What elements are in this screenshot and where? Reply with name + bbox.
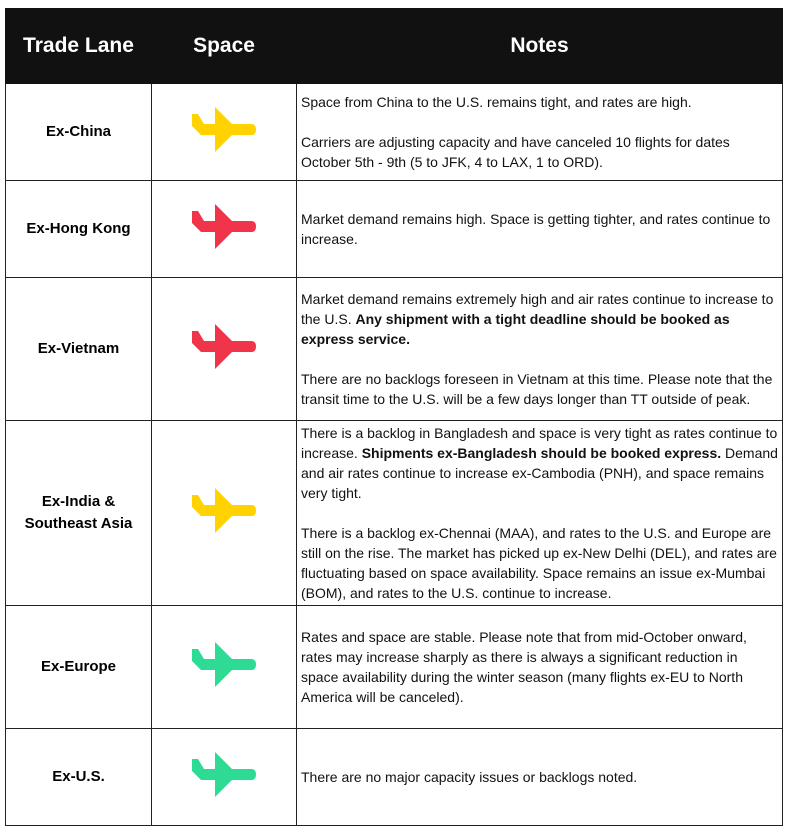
notes-paragraph xyxy=(301,627,778,707)
trade-lane-name: Ex-U.S. xyxy=(52,768,105,785)
airplane-icon xyxy=(192,204,256,250)
space-status-cell xyxy=(152,729,297,826)
notes-emphasis: Shipments ex-Bangladesh should be booked express. xyxy=(361,445,722,461)
notes-text: Market demand remains extremely high and air rates continue to increase to the U.S. xyxy=(301,291,774,327)
notes-text: Space from China to the U.S. remains tight, and rates are high. xyxy=(301,94,692,110)
trade-lane-name: Ex-Europe xyxy=(40,658,116,675)
notes-text: There is a backlog ex-Chennai (MAA), and rates to the U.S. and Europe are still on the rise. The market has picked up ex-New Delhi (DEL), and rates are fluctuating based on space availability. Space remains an issue ex-Mumbai (BOM), and rates to the U.S. continue to increase. xyxy=(301,525,777,601)
table-row xyxy=(6,729,783,826)
notes-cell xyxy=(297,84,783,181)
notes-text: There are no major capacity issues or backlogs noted. xyxy=(301,769,638,785)
notes-paragraph xyxy=(301,289,778,349)
notes-paragraph xyxy=(301,369,778,409)
notes-paragraph xyxy=(301,132,778,172)
trade-lane-cell xyxy=(6,729,152,826)
table-row xyxy=(6,606,783,729)
space-status-cell xyxy=(152,181,297,278)
header-notes: Notes xyxy=(297,9,783,84)
trade-lane-name: Ex-India & Southeast Asia xyxy=(24,493,133,532)
notes-text: Carriers are adjusting capacity and have canceled 10 flights for dates October 5th - 9th (5 to JFK, 4 to LAX, 1 to ORD). xyxy=(301,134,730,170)
airplane-icon xyxy=(192,488,256,534)
notes-paragraph xyxy=(301,92,778,112)
table-row xyxy=(6,181,783,278)
notes-paragraph xyxy=(301,209,778,249)
table-row xyxy=(6,278,783,421)
trade-lane-name: Ex-Vietnam xyxy=(37,340,120,357)
notes-cell xyxy=(297,606,783,729)
trade-lane-name: Ex-China xyxy=(45,123,111,140)
airplane-icon xyxy=(192,752,256,798)
space-status-cell xyxy=(152,421,297,606)
notes-paragraph xyxy=(301,423,778,503)
notes-paragraph xyxy=(301,767,778,787)
trade-lane-cell xyxy=(6,421,152,606)
notes-paragraph xyxy=(301,523,778,603)
notes-cell xyxy=(297,729,783,826)
airplane-icon xyxy=(192,107,256,153)
trade-lane-table xyxy=(5,8,783,826)
trade-lane-cell xyxy=(6,278,152,421)
trade-lane-cell xyxy=(6,84,152,181)
notes-emphasis: Any shipment with a tight deadline should be booked as express service. xyxy=(301,311,730,347)
table-row xyxy=(6,84,783,181)
notes-text: There are no backlogs foreseen in Vietnam at this time. Please note that the transit time to the U.S. will be a few days longer than TT outside of peak. xyxy=(301,371,773,407)
notes-text: Market demand remains high. Space is getting tighter, and rates continue to increase. xyxy=(301,211,771,247)
space-status-cell xyxy=(152,606,297,729)
space-status-cell xyxy=(152,278,297,421)
header-trade-lane: Trade Lane xyxy=(6,9,152,84)
notes-text: Rates and space are stable. Please note that from mid-October onward, rates may increase sharply as there is always a significant reduction in space availability during the winter season (many flights ex-EU to North America will be canceled). xyxy=(301,629,747,705)
notes-text: Demand and air rates continue to increase ex-Cambodia (PNH), and space remains very tight. xyxy=(301,445,778,501)
table-row xyxy=(6,421,783,606)
airplane-icon xyxy=(192,324,256,370)
notes-cell xyxy=(297,278,783,421)
trade-lane-cell xyxy=(6,606,152,729)
header-space: Space xyxy=(152,9,297,84)
trade-lane-cell xyxy=(6,181,152,278)
trade-lane-name: Ex-Hong Kong xyxy=(26,220,131,237)
space-status-cell xyxy=(152,84,297,181)
notes-cell xyxy=(297,181,783,278)
notes-text: There is a backlog in Bangladesh and space is very tight as rates continue to increase. xyxy=(301,425,778,461)
airplane-icon xyxy=(192,642,256,688)
header-row xyxy=(6,9,783,84)
notes-cell xyxy=(297,421,783,606)
